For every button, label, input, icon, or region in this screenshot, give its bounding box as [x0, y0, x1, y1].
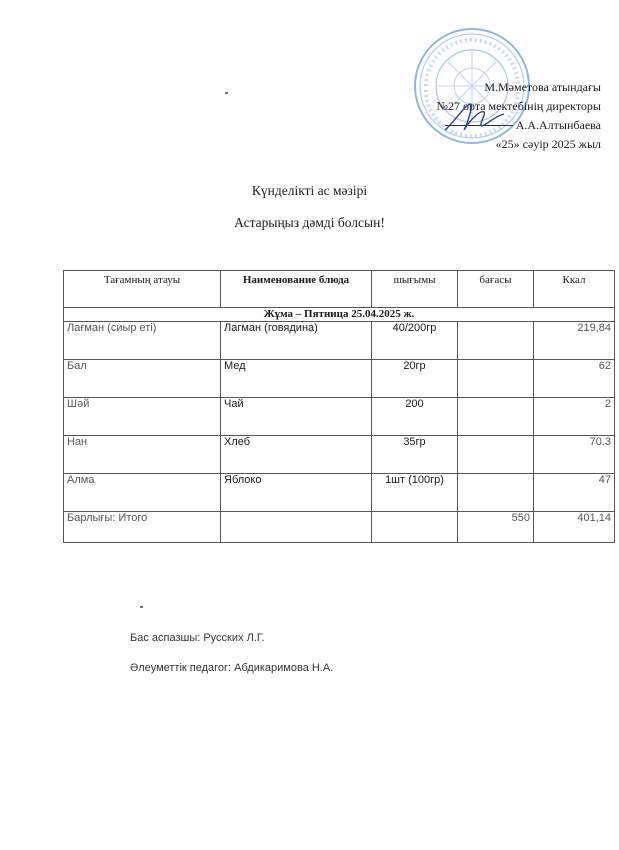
cell-dish-ru: Яблоко — [221, 474, 372, 512]
table-row — [64, 474, 615, 512]
approval-date: «25» сәуір 2025 жыл — [495, 137, 601, 151]
approval-director-name: А.А.Алтынбаева — [515, 118, 601, 132]
header-yield: шығымы — [372, 271, 458, 308]
menu-table — [63, 270, 615, 543]
cell-kcal: 219,84 — [534, 322, 615, 360]
total-row — [64, 512, 615, 543]
cell-kcal: 47 — [534, 474, 615, 512]
cell-dish-ru: Мед — [221, 360, 372, 398]
table-row — [64, 322, 615, 360]
header-kcal: Ккал — [534, 271, 615, 308]
total-kcal: 401,14 — [534, 512, 615, 543]
cell-price — [458, 436, 534, 474]
director-signature — [440, 100, 510, 136]
total-empty-cell — [221, 512, 372, 543]
cell-kcal: 2 — [534, 398, 615, 436]
total-empty-cell — [372, 512, 458, 543]
total-label: Барлығы: Итого — [64, 512, 221, 543]
total-price: 550 — [458, 512, 534, 543]
cell-dish-kz: Бал — [64, 360, 221, 398]
scan-speck — [225, 92, 228, 94]
approval-director-title: №27 орта мектебінің директоры — [436, 99, 601, 113]
cell-yield: 1шт (100гр) — [372, 474, 458, 512]
scan-speck — [140, 606, 143, 608]
header-dish-kz: Тағамның атауы — [64, 271, 221, 308]
cell-dish-ru: Чай — [221, 398, 372, 436]
cell-dish-ru: Лагман (говядина) — [221, 322, 372, 360]
cell-yield: 35гр — [372, 436, 458, 474]
cell-yield: 200 — [372, 398, 458, 436]
cell-price — [458, 474, 534, 512]
table-row — [64, 436, 615, 474]
footer-chef: Бас аспазшы: Русских Л.Г. — [130, 632, 265, 644]
approval-school-name: М.Мәметова атындағы — [484, 80, 601, 94]
cell-yield: 20гр — [372, 360, 458, 398]
table-header-row — [64, 271, 615, 308]
cell-price — [458, 360, 534, 398]
cell-kcal: 62 — [534, 360, 615, 398]
cell-dish-kz: Лағман (сиыр еті) — [64, 322, 221, 360]
table-row — [64, 398, 615, 436]
cell-yield: 40/200гр — [372, 322, 458, 360]
footer-pedagogue: Әлеуметтік педагог: Абдикаримова Н.А. — [130, 662, 334, 674]
header-dish-ru: Наименование блюда — [221, 271, 372, 308]
header-price: бағасы — [458, 271, 534, 308]
page-subtitle: Астарыңыз дәмді болсын! — [234, 215, 385, 230]
table-row — [64, 360, 615, 398]
cell-dish-kz: Алма — [64, 474, 221, 512]
cell-price — [458, 322, 534, 360]
day-row — [64, 308, 615, 322]
cell-kcal: 70.3 — [534, 436, 615, 474]
cell-price — [458, 398, 534, 436]
day-label: Жұма – Пятница 25.04.2025 ж. — [64, 308, 615, 322]
cell-dish-ru: Хлеб — [221, 436, 372, 474]
cell-dish-kz: Шәй — [64, 398, 221, 436]
page-title: Күнделікті ас мәзірі — [251, 183, 368, 198]
cell-dish-kz: Нан — [64, 436, 221, 474]
